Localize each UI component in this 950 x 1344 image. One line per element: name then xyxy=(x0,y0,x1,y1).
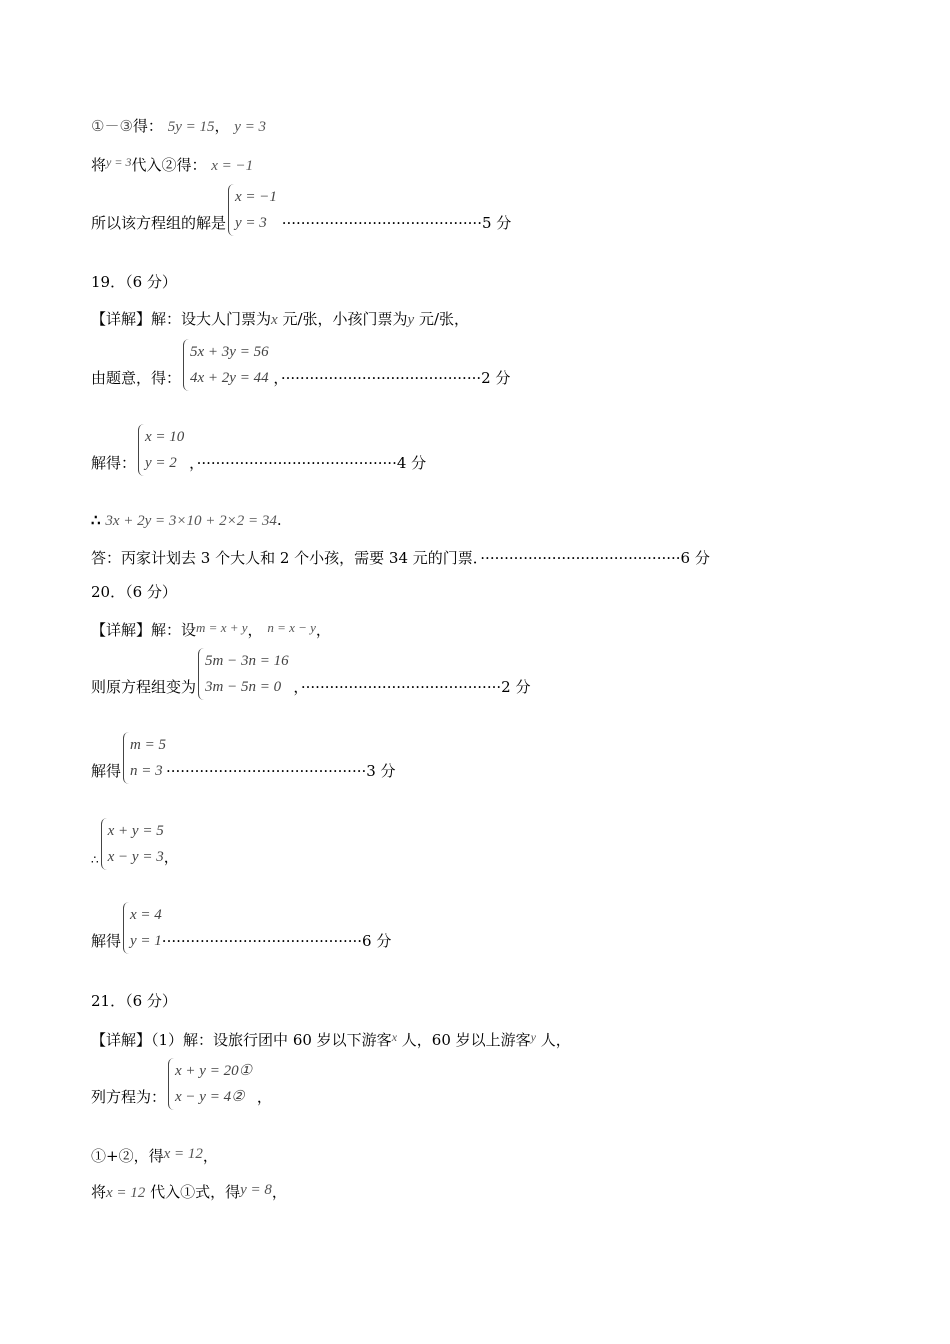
equation-system xyxy=(198,648,289,700)
math: y xyxy=(530,1030,536,1044)
equation: y = 2 xyxy=(145,455,177,471)
math: y xyxy=(407,312,415,328)
math: y = 8 xyxy=(240,1182,272,1198)
score-mark: ，··········································4 分 xyxy=(189,454,427,472)
equation: y = 1 xyxy=(130,933,162,949)
detail-tag: 【详解】 xyxy=(91,1031,152,1049)
score-mark: ··········································5 分 xyxy=(281,214,512,232)
score-mark: ··········································6 分 xyxy=(161,932,392,950)
text: 解得 xyxy=(91,932,122,950)
equation: 5x + 3y = 56 xyxy=(190,344,269,360)
therefore-symbol: ∴ xyxy=(91,853,99,867)
text: ， xyxy=(163,848,179,866)
q19-solve xyxy=(91,424,426,476)
equation-system xyxy=(123,732,166,784)
text: 所以该方程组的解是 xyxy=(91,214,227,232)
equation: x + y = 5 xyxy=(107,823,164,839)
equation: 5m − 3n = 16 xyxy=(205,653,289,669)
q20-detail xyxy=(91,618,331,640)
q20-solve-2 xyxy=(91,902,391,954)
equation: x + y = 20① xyxy=(175,1063,253,1079)
equation-system xyxy=(101,818,164,870)
therefore-symbol: ∴ xyxy=(91,511,101,529)
text: 人，60 岁以上游客 xyxy=(397,1031,531,1049)
text: ， xyxy=(256,1088,272,1106)
text: ， xyxy=(271,1183,287,1201)
math: x = 12 xyxy=(163,1146,203,1162)
math: 5y = 15 xyxy=(167,119,215,135)
question-19-header: 19．（6 分） xyxy=(91,273,177,291)
equation-system xyxy=(183,339,269,391)
equation: x = 4 xyxy=(130,907,162,923)
equation: m = 5 xyxy=(130,737,166,753)
math: n = x − y xyxy=(267,620,316,635)
text: 代入①式，得 xyxy=(150,1183,241,1201)
score-mark: ··········································3 分 xyxy=(165,762,396,780)
step-subtract xyxy=(91,116,266,137)
text: ， xyxy=(214,117,230,135)
text: 人， xyxy=(535,1031,571,1049)
equation: 3m − 5n = 0 xyxy=(205,679,282,695)
q20-transform xyxy=(91,648,530,700)
equation: x − y = 3 xyxy=(107,849,164,865)
q20-therefore xyxy=(91,818,179,870)
math: x xyxy=(271,312,278,328)
score-mark: ，··········································2 分 xyxy=(293,678,531,696)
score-mark: ，··········································2 分 xyxy=(273,369,511,387)
math: y = 3 xyxy=(106,155,132,169)
math: x xyxy=(391,1030,398,1044)
equation: x = 10 xyxy=(145,429,185,445)
text: 列方程为： xyxy=(91,1088,167,1106)
equation: 4x + 2y = 44 xyxy=(190,370,269,386)
q21-substitute xyxy=(91,1180,287,1203)
question-21-header: 21．（6 分） xyxy=(91,992,177,1010)
equation: x − y = 4② xyxy=(175,1089,245,1105)
step-solution xyxy=(91,184,511,236)
equation-system xyxy=(228,184,277,236)
text: . xyxy=(276,511,282,529)
text: （1）解：设旅行团中 60 岁以下游客 xyxy=(151,1031,392,1049)
text: ， xyxy=(202,1147,218,1165)
text: 解：设大人门票为 xyxy=(151,310,272,328)
text: 将 xyxy=(91,1183,107,1201)
equation-system xyxy=(168,1058,252,1110)
text: 将 xyxy=(91,156,107,174)
equation: x = −1 xyxy=(235,189,277,205)
detail-tag: 【详解】 xyxy=(91,621,152,639)
equation-system xyxy=(123,902,162,954)
text: 则原方程组变为 xyxy=(91,678,197,696)
text: 元/张， xyxy=(414,310,470,328)
equation-system xyxy=(138,424,184,476)
text: 代入②得： xyxy=(131,156,207,174)
question-20-header: 20．（6 分） xyxy=(91,583,177,601)
detail-tag: 【详解】 xyxy=(91,310,152,328)
equation: y = 3 xyxy=(235,215,267,231)
q20-solve-1 xyxy=(91,732,396,784)
math: x = 12 xyxy=(106,1185,146,1201)
q19-therefore xyxy=(91,510,282,531)
text: 得： xyxy=(132,117,163,135)
math: x = −1 xyxy=(211,158,254,174)
math: m = x + y xyxy=(196,620,248,635)
q19-detail xyxy=(91,309,469,330)
math: 3x + 2y = 3×10 + 2×2 = 34 xyxy=(105,513,277,529)
text: ， xyxy=(315,621,331,639)
eq-label: ①－③ xyxy=(91,119,133,135)
text: ， xyxy=(247,621,263,639)
q21-add xyxy=(91,1144,218,1166)
text: ①+②，得 xyxy=(91,1147,164,1165)
text: 解：设 xyxy=(151,621,197,639)
q21-equations xyxy=(91,1058,272,1110)
text: 元/张，小孩门票为 xyxy=(277,310,408,328)
text: 解得 xyxy=(91,762,122,780)
q21-detail xyxy=(91,1027,571,1050)
text: 解得： xyxy=(91,454,137,472)
q19-answer: 答：丙家计划去 3 个大人和 2 个小孩，需要 34 元的门票．··········································6 分 xyxy=(91,549,710,567)
equation: n = 3 xyxy=(130,763,163,779)
math: y = 3 xyxy=(234,119,267,135)
q19-equations xyxy=(91,339,510,391)
step-substitute xyxy=(91,152,253,176)
text: 由题意，得： xyxy=(91,369,182,387)
